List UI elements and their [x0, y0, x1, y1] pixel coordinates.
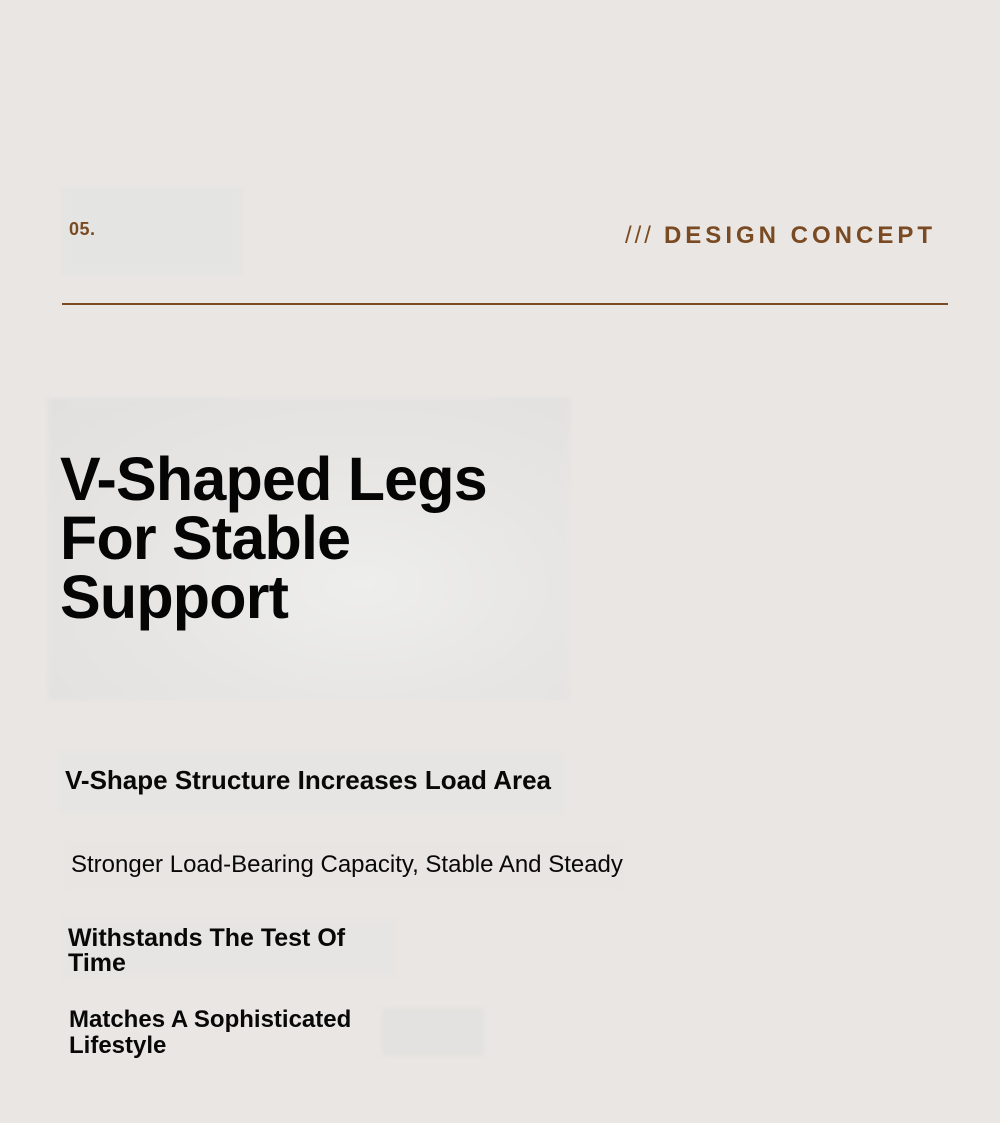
feature-item: V-Shape Structure Increases Load Area	[65, 765, 552, 795]
hero-heading: V-Shaped Legs For Stable Support	[60, 445, 487, 631]
section-title-text: DESIGN CONCEPT	[663, 222, 936, 249]
header-divider	[62, 303, 948, 305]
feature-item: Withstands The Test Of Time	[68, 924, 346, 977]
feature-background-block	[382, 1008, 484, 1056]
section-title	[625, 222, 936, 250]
feature-item: Stronger Load-Bearing Capacity, Stable And Steady	[71, 851, 623, 878]
section-title-prefix: ///	[624, 222, 654, 249]
section-number: 05.	[69, 219, 96, 239]
feature-item: Matches A Sophisticated Lifestyle	[69, 1006, 352, 1059]
